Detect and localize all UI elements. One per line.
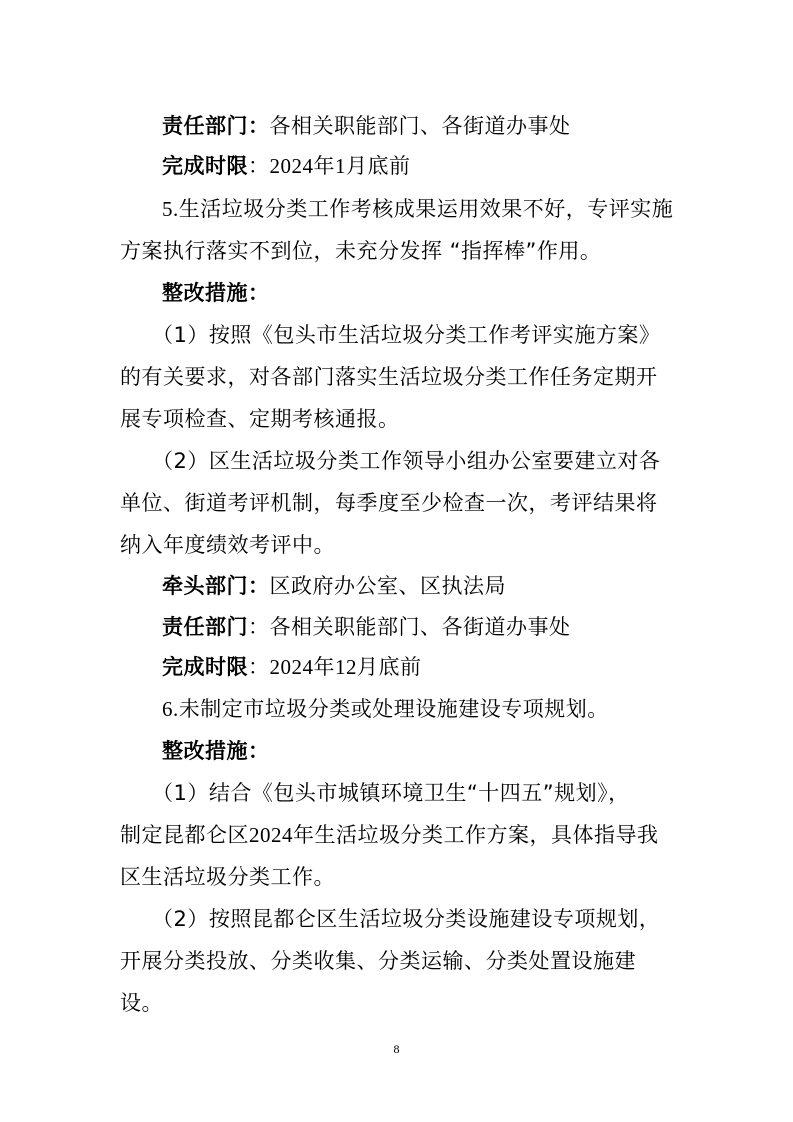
- label-deadline: 完成时限: [162, 655, 248, 679]
- deadline-year: 2024: [269, 154, 314, 178]
- paragraph-deadline-2: [162, 652, 793, 682]
- label-responsible-dept: 责任部门: [162, 615, 248, 639]
- measure-text: 区生活垃圾分类工作。: [120, 865, 335, 889]
- paragraph-item-5-continued: [120, 236, 793, 266]
- paragraph-measures-heading-2: [162, 736, 793, 766]
- deadline-month: 1: [335, 154, 346, 178]
- label-responsible-dept: 责任部门：: [162, 114, 270, 138]
- label-deadline: 完成时限: [162, 154, 248, 178]
- label-measures: 整改措施：: [162, 281, 270, 305]
- label-measures: 整改措施：: [162, 739, 270, 763]
- paragraph-measure-1-1: [152, 320, 793, 350]
- paragraph-measure-2-1-cont1: [120, 820, 793, 850]
- paragraph-measure-1-1-cont2: [120, 404, 793, 434]
- page-number: 8: [393, 1042, 400, 1056]
- paragraph-lead-dept: [162, 571, 793, 601]
- paragraph-measure-1-2: [152, 446, 793, 476]
- paragraph-responsible-dept-2: [162, 612, 793, 642]
- label-lead-dept: 牵头部门：: [162, 574, 270, 598]
- paragraph-measure-2-1: [152, 778, 793, 808]
- deadline-year-unit: 年: [313, 655, 335, 679]
- measure-text: 单位、街道考评机制，每季度至少检查一次，考评结果将: [120, 491, 658, 515]
- measure-text: （2）按照昆都仑区生活垃圾分类设施建设专项规划，: [152, 907, 661, 931]
- paragraph-measure-2-2-cont2: [120, 988, 793, 1018]
- paragraph-responsible-dept-1: [162, 111, 793, 141]
- deadline-suffix: 月底前: [357, 655, 422, 679]
- measure-text: 开展分类投放、分类收集、分类运输、分类处置设施建: [120, 949, 636, 973]
- item-number: 6.: [162, 697, 179, 721]
- measure-year: 2024: [249, 823, 293, 847]
- responsible-dept-value: ：各相关职能部门、各街道办事处: [248, 615, 571, 639]
- measure-text: 设。: [120, 991, 163, 1015]
- measure-text: 纳入年度绩效考评中。: [120, 533, 335, 557]
- item-text: 未制定市垃圾分类或处理设施建设专项规划。: [178, 697, 609, 721]
- paragraph-measure-2-2: [152, 904, 793, 934]
- paragraph-measure-2-1-cont2: [120, 862, 793, 892]
- measure-text-start: 制定昆都仑区: [120, 823, 249, 847]
- measure-text: 的有关要求，对各部门落实生活垃圾分类工作任务定期开: [120, 365, 658, 389]
- lead-dept-value: 区政府办公室、区执法局: [269, 574, 506, 598]
- measure-text: （1）按照《包头市生活垃圾分类工作考评实施方案》: [152, 323, 661, 347]
- deadline-month: 12: [335, 655, 357, 679]
- paragraph-deadline-1: [162, 151, 793, 181]
- deadline-colon: ：: [248, 655, 270, 679]
- item-text: 生活垃圾分类工作考核成果运用效果不好，专评实施: [178, 197, 674, 221]
- measure-text: （2）区生活垃圾分类工作领导小组办公室要建立对各: [152, 449, 661, 473]
- paragraph-measure-1-2-cont2: [120, 530, 793, 560]
- paragraph-item-5-heading: [162, 194, 793, 224]
- item-number: 5.: [162, 197, 179, 221]
- paragraph-measure-2-2-cont1: [120, 946, 793, 976]
- deadline-suffix: 月底前: [346, 154, 411, 178]
- measure-text-end: 年生活垃圾分类工作方案，具体指导我: [293, 823, 659, 847]
- item-text: 方案执行落实不到位，未充分发挥 “指挥棒”作用。: [120, 239, 602, 263]
- deadline-year: 2024: [269, 655, 314, 679]
- measure-text: （1）结合《包头市城镇环境卫生“十四五”规划》，: [152, 781, 630, 805]
- deadline-year-unit: 年: [313, 154, 335, 178]
- paragraph-measures-heading-1: [162, 278, 793, 308]
- paragraph-item-6-heading: [162, 694, 793, 724]
- responsible-dept-value: 各相关职能部门、各街道办事处: [269, 114, 571, 138]
- paragraph-measure-1-2-cont1: [120, 488, 793, 518]
- deadline-colon: ：: [248, 154, 270, 178]
- measure-text: 展专项检查、定期考核通报。: [120, 407, 400, 431]
- paragraph-measure-1-1-cont1: [120, 362, 793, 392]
